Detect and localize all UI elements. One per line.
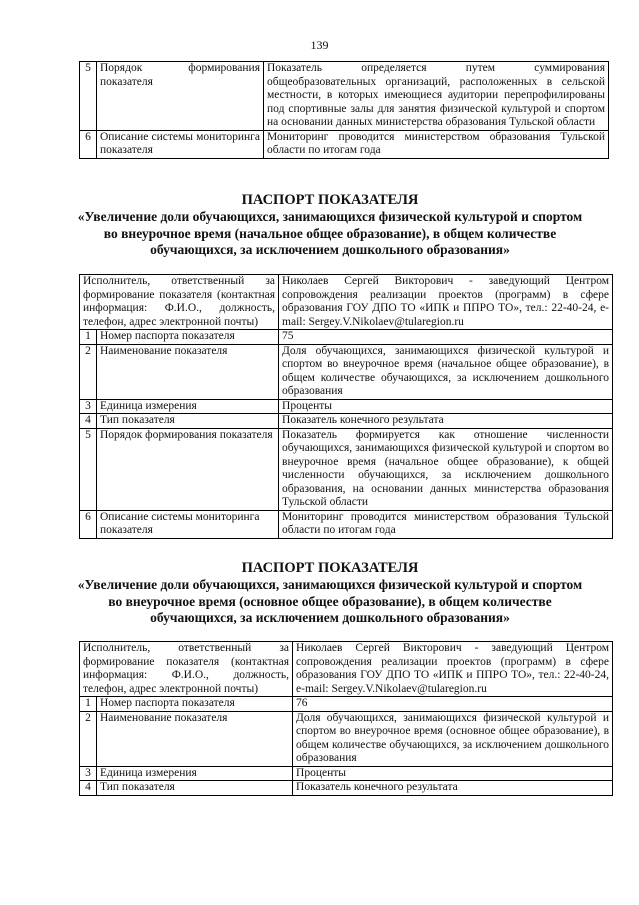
table-row: [80, 766, 613, 781]
row-value: Доля обучающихся, занимающихся физической культурой и спортом во внеурочное время (основное общее образование), в общем количестве обучающихся, за исключением дошкольного образования: [293, 711, 613, 766]
row-label: Тип показателя: [97, 781, 293, 796]
row-value: 75: [279, 330, 613, 345]
row-label: Единица измерения: [97, 766, 293, 781]
row-label: Наименование показателя: [97, 344, 279, 399]
table-row: [80, 428, 613, 510]
row-value: Доля обучающихся, занимающихся физической культурой и спортом во внеурочное время (начальное общее образование), в общем количестве обучающихся, за исключением дошкольного образования: [279, 344, 613, 399]
row-value: Мониторинг проводится министерством образования Тульской области по итогам года: [264, 130, 609, 158]
executor-label: Исполнитель, ответственный за формирование показателя (контактная информация: Ф.И.О., должность, телефон, адрес электронной почты): [80, 642, 293, 697]
passport-2-subtitle: «Увеличение доли обучающихся, занимающихся физической культурой и спортом во внеурочное время (основное общее образование), в общем количестве обучающихся, за исключением дошкольного образования»: [77, 577, 583, 625]
row-number: 6: [80, 130, 97, 158]
row-number: 3: [80, 399, 97, 414]
row-value: Показатель конечного результата: [279, 414, 613, 429]
table-row: [80, 344, 613, 399]
row-value: Показатель формируется как отношение численности обучающихся, занимающихся физической культурой и спортом во внеурочное время (начальное общее образование), к общей численности обучающихся, за исключением дошкольного образования, на основании данных министерства образования Тульской области: [279, 428, 613, 510]
row-number: 4: [80, 414, 97, 429]
table-row: [80, 781, 613, 796]
table-row: [80, 130, 609, 158]
row-value: Показатель конечного результата: [293, 781, 613, 796]
passport-1-title: ПАСПОРТ ПОКАЗАТЕЛЯ: [241, 192, 419, 208]
row-value: 76: [293, 697, 613, 712]
row-label: Номер паспорта показателя: [97, 697, 293, 712]
passport-2-heading: [70, 560, 590, 627]
table-row: [80, 330, 613, 345]
row-label: Порядок формирования показателя: [97, 62, 264, 131]
row-value: Мониторинг проводится министерством образования Тульской области по итогам года: [279, 510, 613, 538]
passport-2-table: [79, 641, 613, 796]
row-number: 1: [80, 697, 97, 712]
row-value: Проценты: [279, 399, 613, 414]
row-number: 4: [80, 781, 97, 796]
row-number: 1: [80, 330, 97, 345]
passport-1-subtitle: «Увеличение доли обучающихся, занимающихся физической культурой и спортом во внеурочное время (начальное общее образование), в общем количестве обучающихся, за исключением дошкольного образования»: [77, 209, 583, 257]
row-number: 3: [80, 766, 97, 781]
row-value: Проценты: [293, 766, 613, 781]
table-row: [80, 510, 613, 538]
table-row: [80, 62, 609, 131]
passport-1-table: [79, 274, 613, 539]
row-number: 5: [80, 62, 97, 131]
executor-row: [80, 275, 613, 330]
row-number: 2: [80, 344, 97, 399]
executor-row: [80, 642, 613, 697]
row-number: 2: [80, 711, 97, 766]
top-table: [79, 61, 609, 159]
row-label: Номер паспорта показателя: [97, 330, 279, 345]
passport-2-title: ПАСПОРТ ПОКАЗАТЕЛЯ: [241, 560, 419, 576]
row-value: Показатель определяется путем суммирования общеобразовательных организаций, расположенных в сельской местности, в которых имеющиеся аудитории перепрофилированы под спортивные залы для занятия физической культурой и спортом на основании данных министерства образования Тульской области: [264, 62, 609, 131]
row-label: Наименование показателя: [97, 711, 293, 766]
passport-1-heading: [70, 192, 590, 259]
table-row: [80, 711, 613, 766]
row-label: Описание системы мониторинга показателя: [97, 510, 279, 538]
table-row: [80, 399, 613, 414]
row-label: Порядок формирования показателя: [97, 428, 279, 510]
table-row: [80, 697, 613, 712]
row-number: 6: [80, 510, 97, 538]
page-number: 139: [310, 38, 329, 52]
row-number: 5: [80, 428, 97, 510]
executor-value: Николаев Сергей Викторович - заведующий Центром сопровождения реализации проектов (программ) в сфере образования ГОУ ДПО ТО «ИПК и ППРО ТО», тел.: 22-40-24, e-mail: Sergey.V.Nikolaev@tularegion.ru: [293, 642, 613, 697]
table-row: [80, 414, 613, 429]
executor-value: Николаев Сергей Викторович - заведующий Центром сопровождения реализации проектов (программ) в сфере образования ГОУ ДПО ТО «ИПК и ППРО ТО», тел.: 22-40-24, e-mail: Sergey.V.Nikolaev@tularegion.ru: [279, 275, 613, 330]
executor-label: Исполнитель, ответственный за формирование показателя (контактная информация: Ф.И.О., должность, телефон, адрес электронной почты): [80, 275, 279, 330]
row-label: Описание системы мониторинга показателя: [97, 130, 264, 158]
row-label: Тип показателя: [97, 414, 279, 429]
row-label: Единица измерения: [97, 399, 279, 414]
